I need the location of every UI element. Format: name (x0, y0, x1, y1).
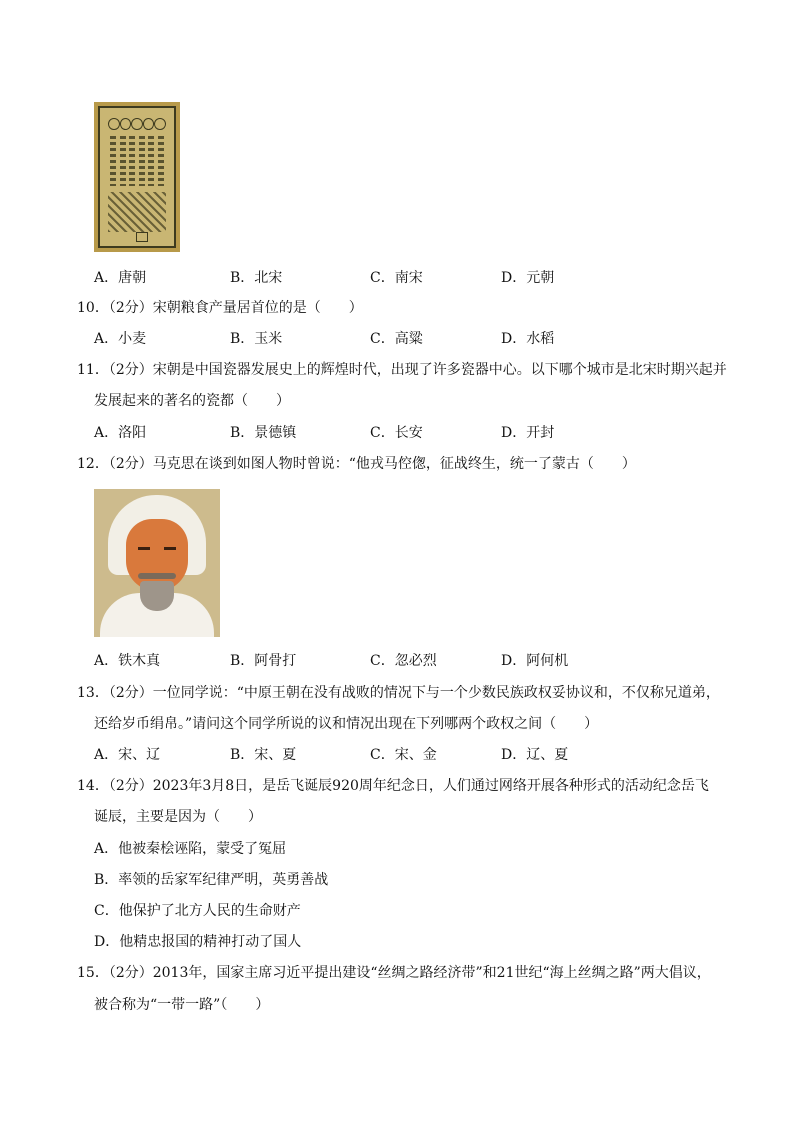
q14-option-b[interactable]: B．率领的岳家军纪律严明，英勇善战 (94, 872, 329, 888)
q11-option-b[interactable]: B．景德镇 (230, 425, 297, 441)
q15-stem-line2: 被合称为“一带一路”（ ） (94, 997, 270, 1013)
q11-option-a[interactable]: A．洛阳 (94, 425, 147, 441)
genghis-khan-portrait-image (94, 489, 220, 637)
q14-stem-line1: 14．（2分）2023年3月8日，是岳飞诞辰920周年纪念日，人们通过网络开展各种形式的活动纪念岳飞 (77, 778, 709, 794)
q9-option-b[interactable]: B．北宋 (230, 270, 283, 286)
q10-option-a[interactable]: A．小麦 (94, 331, 147, 347)
q10-option-c[interactable]: C．高粱 (370, 331, 423, 347)
q12-stem: 12．（2分）马克思在谈到如图人物时曾说：“他戎马倥偬，征战终生，统一了蒙古（ ） (77, 456, 636, 472)
q10-option-d[interactable]: D．水稻 (501, 331, 555, 347)
song-banknote-image (94, 102, 180, 252)
q14-stem-line2: 诞辰，主要是因为（ ） (94, 809, 262, 825)
q11-option-d[interactable]: D．开封 (501, 425, 555, 441)
q10-option-b[interactable]: B．玉米 (230, 331, 283, 347)
q11-stem-line2: 发展起来的著名的瓷都（ ） (94, 393, 290, 409)
q9-option-c[interactable]: C．南宋 (370, 270, 423, 286)
q14-option-c[interactable]: C．他保护了北方人民的生命财产 (94, 903, 301, 919)
q12-option-a[interactable]: A．铁木真 (94, 653, 161, 669)
q14-option-d[interactable]: D．他精忠报国的精神打动了国人 (94, 934, 302, 950)
q9-option-d[interactable]: D．元朝 (501, 270, 555, 286)
q12-option-b[interactable]: B．阿骨打 (230, 653, 297, 669)
q14-option-a[interactable]: A．他被秦桧诬陷，蒙受了冤屈 (94, 841, 287, 857)
q11-option-c[interactable]: C．长安 (370, 425, 423, 441)
q13-stem-line2: 还给岁币绢帛。”请问这个同学所说的议和情况出现在下列哪两个政权之间（ ） (94, 716, 599, 732)
q11-stem-line1: 11．（2分）宋朝是中国瓷器发展史上的辉煌时代，出现了许多瓷器中心。以下哪个城市是北宋时期兴起并 (77, 362, 727, 378)
q13-option-d[interactable]: D．辽、夏 (501, 747, 569, 763)
q9-option-a[interactable]: A．唐朝 (94, 270, 147, 286)
q15-stem-line1: 15．（2分）2013年，国家主席习近平提出建设“丝绸之路经济带”和21世纪“海上丝绸之路”两大倡议， (77, 965, 711, 981)
q10-stem: 10．（2分）宋朝粮食产量居首位的是（ ） (77, 300, 363, 316)
q13-option-a[interactable]: A．宋、辽 (94, 747, 161, 763)
q12-option-d[interactable]: D．阿何机 (501, 653, 569, 669)
q12-option-c[interactable]: C．忽必烈 (370, 653, 437, 669)
q13-option-b[interactable]: B．宋、夏 (230, 747, 297, 763)
q13-option-c[interactable]: C．宋、金 (370, 747, 437, 763)
q13-stem-line1: 13．（2分）一位同学说：“中原王朝在没有战败的情况下与一个少数民族政权妥协议和，不仅称兄道弟， (77, 685, 720, 701)
